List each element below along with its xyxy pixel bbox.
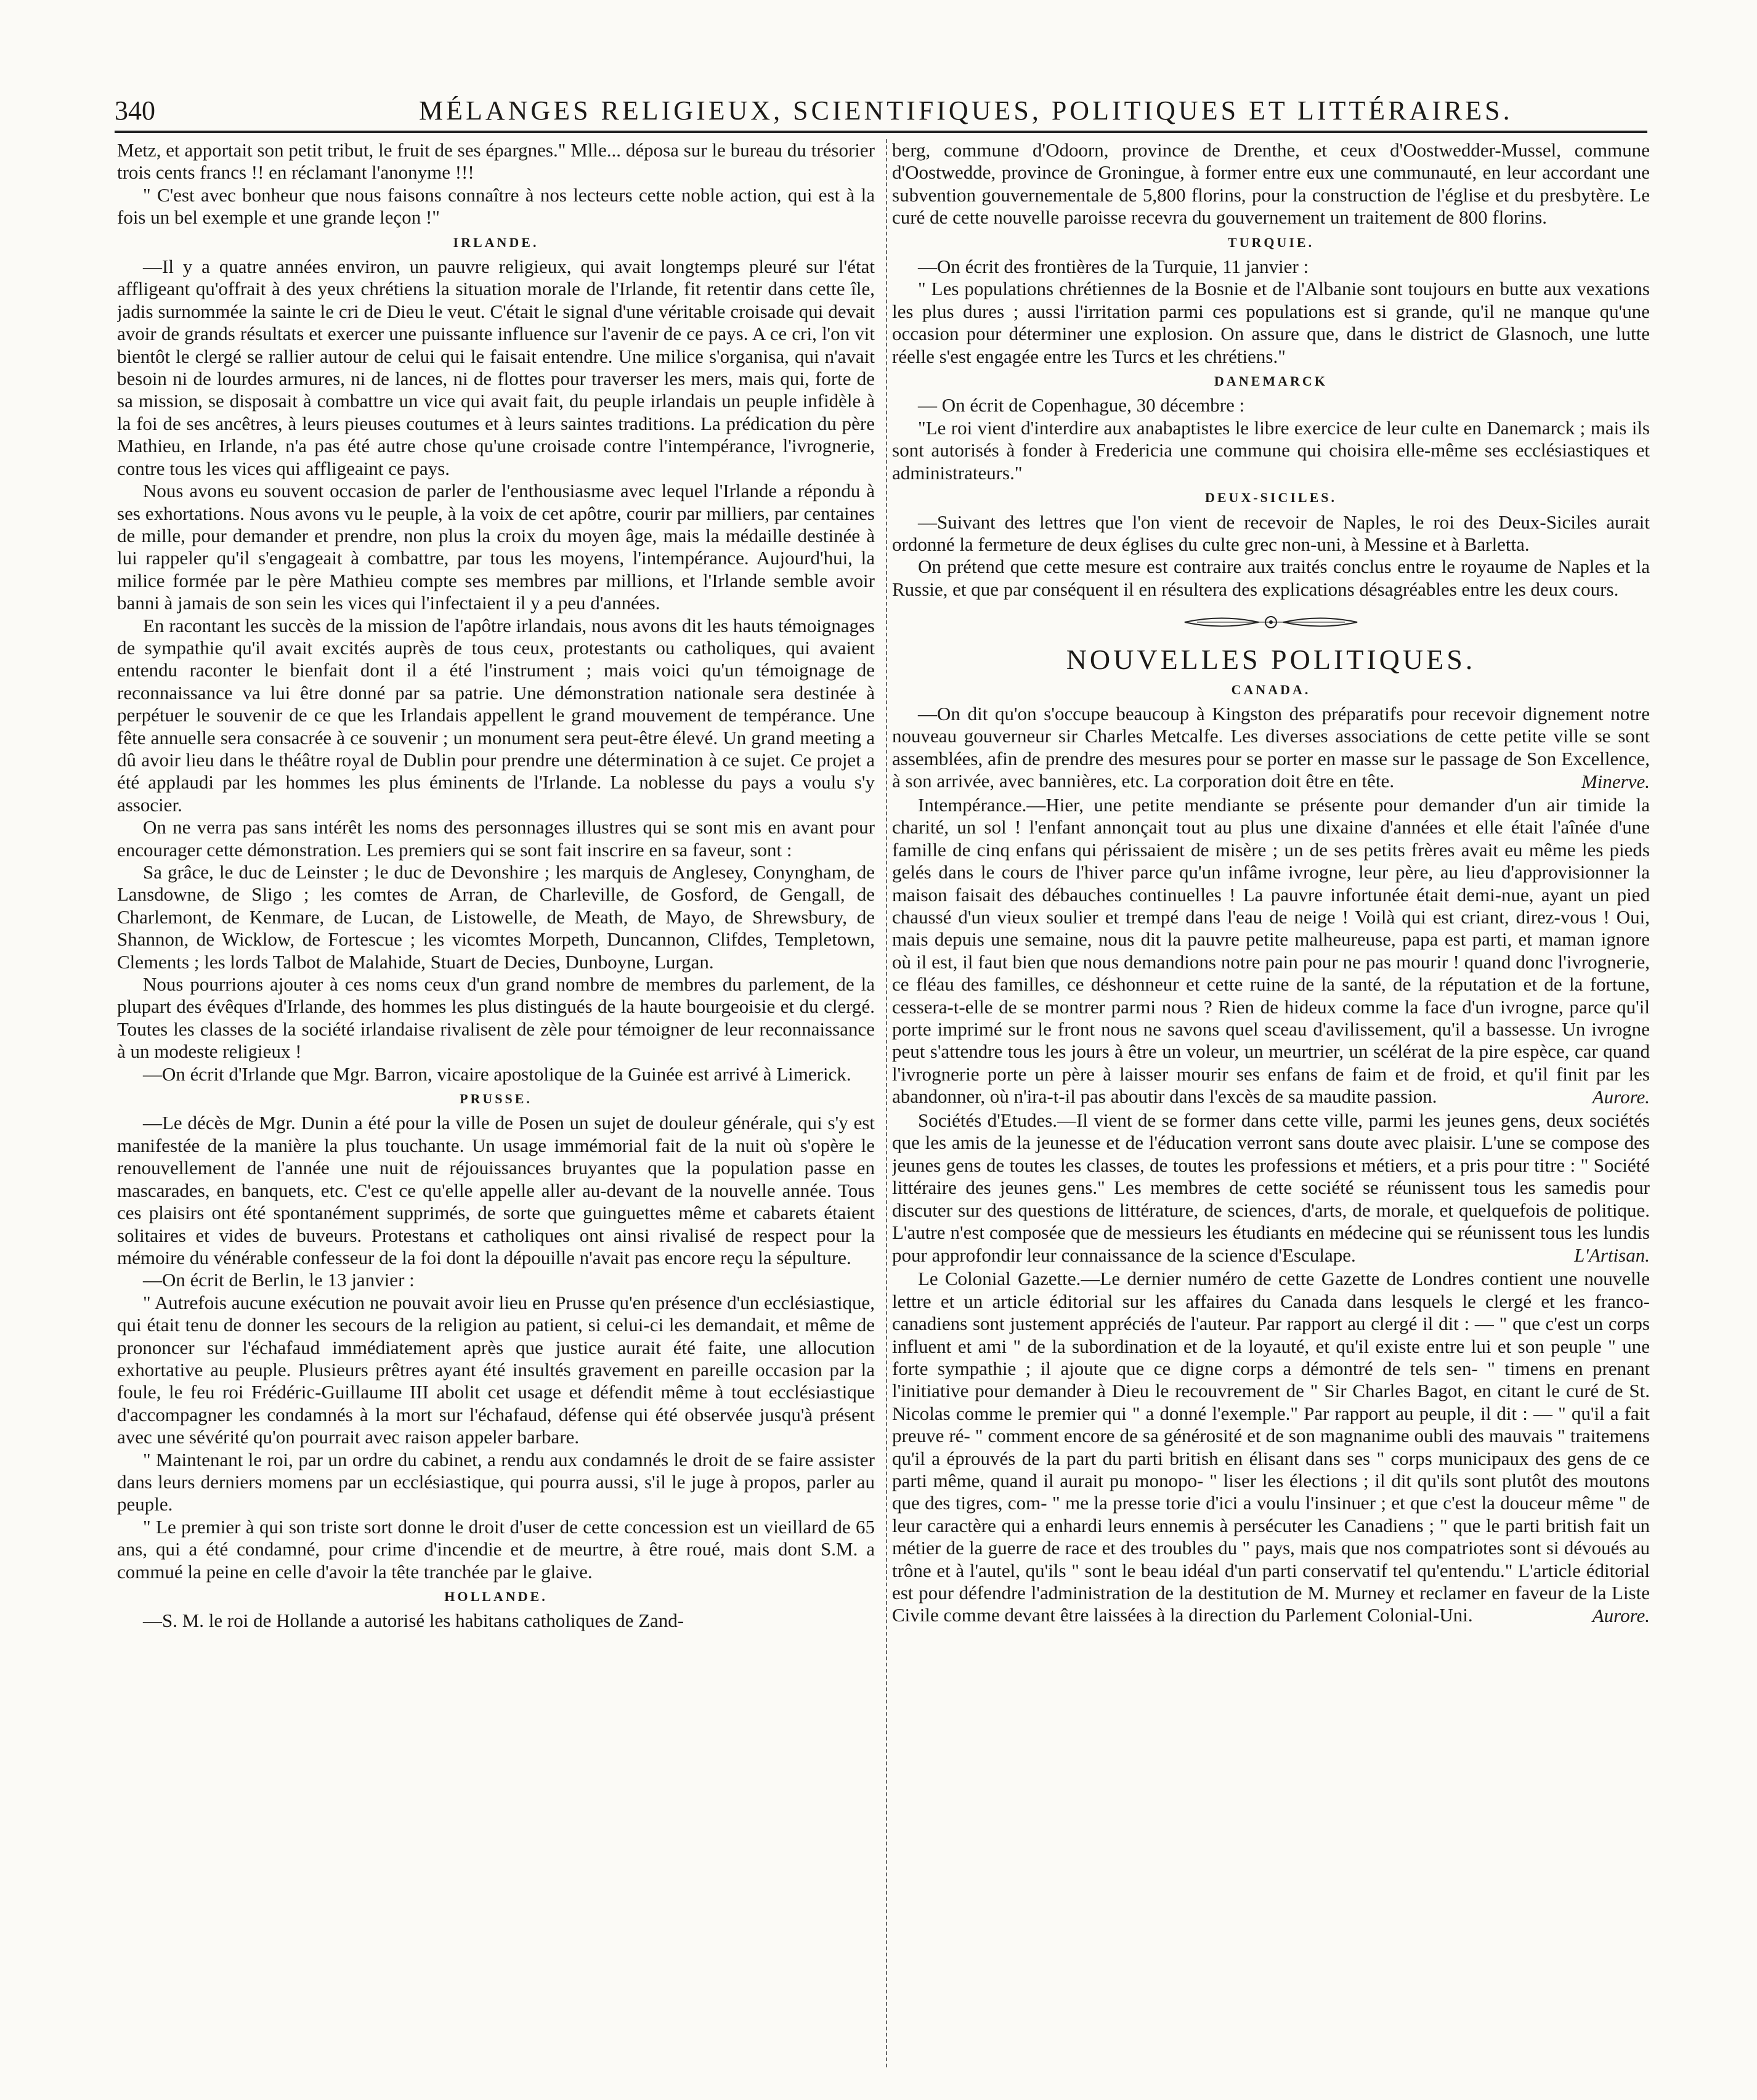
article-paragraph: " Maintenant le roi, par un ordre du cabinet, a rendu aux condamnés le droit de se faire assister dans leurs derniers momens par un ecclésiastique, qui pourra aussi, s'il le juge à propos, parler au peuple. (117, 1448, 875, 1515)
ornament-icon (1179, 613, 1363, 631)
section-heading-irlande: IRLANDE. (453, 234, 539, 250)
right-column (892, 139, 1650, 2080)
article-paragraph: —On écrit des frontières de la Turquie, 11 janvier : (918, 256, 1309, 278)
source-credit: Minerve. (1581, 770, 1650, 792)
section-heading-danemarck: DANEMARCK (1214, 373, 1328, 389)
article-paragraph: On prétend que cette mesure est contraire aux traités conclus entre le royaume de Naples et la Russie, et que par conséquent il en résultera des explications désagréables entre les deux cours. (892, 556, 1650, 600)
article-paragraph: Metz, et apportait son petit tribut, le fruit de ses épargnes." Mlle... déposa sur le bureau du trésorier trois cents francs !! en réclamant l'anonyme !!! (117, 139, 875, 184)
article-paragraph: —S. M. le roi de Hollande a autorisé les habitans catholiques de Zand- (143, 1610, 684, 1632)
article-paragraph: —On dit qu'on s'occupe beaucoup à Kingston des préparatifs pour recevoir dignement notre nouveau gouverneur sir Charles Metcalfe. Les diverses associations de cette petite ville se sont assemblées, afin de prendre des mesures pour se porter en masse sur le passage de Son Excellence, à son arrivée, avec bannières, etc. La corporation doit être en tête. (892, 702, 1650, 792)
source-credit: Aurore. (1592, 1604, 1650, 1626)
article-paragraph: " Les populations chrétiennes de la Bosnie et de l'Albanie sont toujours en butte aux vexations les plus dures ; aussi l'irritation parmi ces populations est si grande, qu'il ne manque qu'une occasion pour déterminer une explosion. On assure que, dans le district de Glasnoch, une lutte réelle s'est engagée entre les Turcs et les chrétiens." (892, 278, 1650, 367)
column-divider (886, 139, 887, 2067)
ornament-divider (892, 613, 1650, 636)
page-number: 340 (115, 95, 155, 126)
article-paragraph: —On écrit de Berlin, le 13 janvier : (143, 1269, 415, 1291)
header-rule (115, 131, 1647, 133)
running-title: MÉLANGES RELIGIEUX, SCIENTIFIQUES, POLITIQUES ET LITTÉRAIRES. (419, 95, 1513, 126)
article-paragraph: berg, commune d'Odoorn, province de Drenthe, et ceux d'Oostwedder-Mussel, commune d'Oostwedde, province de Groningue, à former entre eux une communauté, en leur accordant une subvention gouvernementale de 5,800 florins, pour la construction de l'église et du presbytère. Le curé de cette nouvelle paroisse recevra du gouvernement un traitement de 800 florins. (892, 139, 1650, 229)
article-paragraph: En racontant les succès de la mission de l'apôtre irlandais, nous avons dit les hauts témoignages de sympathie qu'il avait excités auprès de tous ceux, protestants ou catholiques, qui avaient entendu raconter le bienfait dont il a été l'instrument ; mais voici qu'un témoignage de reconnaissance va lui être donné par sa patrie. Une démonstration nationale sera destinée à perpétuer le souvenir de ce que les Irlandais appellent le grand mouvement de tempérance. Une fête annuelle sera consacrée à ce souvenir ; un monument sera peut-être élevé. Un grand meeting a dû avoir lieu dans le théâtre royal de Dublin pour prendre une détermination à ce sujet. Ce projet a été applaudi par les hommes les plus éminents de l'Irlande. La noblesse du pays a voulu s'y associer. (117, 614, 875, 816)
source-credit: Aurore. (1592, 1085, 1650, 1108)
article-paragraph: —Il y a quatre années environ, un pauvre religieux, qui avait longtemps pleuré sur l'état affligeant qu'offrait à des yeux chrétiens la situation morale de l'Irlande, fit retentir dans cette île, jadis surnommée la sainte le cri de Dieu le veut. C'était le signal d'une véritable croisade qui devait avoir de grands résultats et exercer une puissante influence sur l'avenir de ce pays. A ce cri, l'on vit bientôt le clergé se rallier autour de celui qui le faisait entendre. Une milice s'organisa, qui n'avait besoin ni de lourdes armures, ni de lances, ni de flottes pour traverser les mers, mais qui, forte de sa mission, se disposait à combattre un vice qui avait fait, du peuple irlandais un peuple infidèle à la foi de ses ancêtres, à leurs pieuses coutumes et à leurs saintes traditions. La prédication du père Mathieu, en Irlande, n'a pas été autre chose qu'une croisade contre l'intempérance, l'ivrognerie, contre tous les vices qui affligeaint ce pays. (117, 256, 875, 479)
article-paragraph: " C'est avec bonheur que nous faisons connaître à nos lecteurs cette noble action, qui est à la fois un bel exemple et une grande leçon !" (117, 184, 875, 229)
section-heading-prusse: PRUSSE. (460, 1091, 532, 1107)
article-paragraph: —On écrit d'Irlande que Mgr. Barron, vicaire apostolique de la Guinée est arrivé à Limerick. (143, 1063, 851, 1085)
section-heading-canada: CANADA. (1231, 681, 1311, 697)
article-paragraph: Le Colonial Gazette.—Le dernier numéro de cette Gazette de Londres contient une nouvelle lettre et un article éditorial sur les affaires du Canada dans lesquels le clergé et les franco-canadiens sont justement appréciés de l'auteur. Par rapport au clergé il dit : — " que c'est un corps influent et ami " de la subordination et de la loyauté, et qu'il existe entre lui et son peuple " une forte sympathie ; il ajoute que ce digne corps a démontré de tels sen- " timens en prenant l'initiative pour demander à Dieu le recouvrement de " Sir Charles Bagot, en citant le curé de St. Nicolas comme le premier qui " a donné l'exemple." Par rapport au peuple, il dit : — " qu'il a fait preuve ré- " comment encore de sa générosité et de son magnanime oubli des mauvais " traitemens qu'il a éprouvés de la part du parti british en élisant dans ses " corps municipaux des gens de ce parti même, quand il aurait pu monopo- " liser les élections ; il dit qu'ils sont plutôt des moutons que des tigres, com- " me la presse torie d'ici a voulu l'insinuer ; et que c'est la douceur même " de leur caractère qui a enhardi leurs ennemis à persécuter les Canadiens ; " que le parti british fait un métier de la guerre de race et des troubles du " pays, mais que nos compatriotes sont si dévoués au trône et à l'autel, qu'ils " sont le beau idéal d'un parti conservatif tel qu'entendu." L'article éditorial est pour défendre l'administration de la destitution de M. Murney et reclamer en faveur de la Liste Civile comme devant être laissées à la direction du Parlement Colonial-Uni. (892, 1268, 1650, 1626)
section-heading-turquie: TURQUIE. (1227, 234, 1315, 250)
article-paragraph: On ne verra pas sans intérêt les noms des personnages illustres qui se sont mis en avant pour encourager cette démonstration. Les premiers qui se sont fait inscrire en sa faveur, sont : (117, 816, 875, 861)
source-credit: L'Artisan. (1574, 1244, 1650, 1266)
article-paragraph: "Le roi vient d'interdire aux anabaptistes le libre exercice de leur culte en Danemarck ; mais ils sont autorisés à fonder à Fredericia une commune qui choisira elle-même ses ecclésiastiques et administrateurs." (892, 416, 1650, 484)
section-title-nouvelles-politiques: NOUVELLES POLITIQUES. (1066, 643, 1476, 675)
article-paragraph: Nous avons eu souvent occasion de parler de l'enthousiasme avec lequel l'Irlande a répondu à ses exhortations. Nous avons vu le peuple, à la voix de cet apôtre, courir par milliers, par centaines de mille, pour demander et prendre, non plus la croix du moyen âge, mais la médaille destinée à lui rappeler qu'il s'engageait à combattre, par tous les moyens, l'intempérance. Aujourd'hui, la milice formée par le père Mathieu compte ses membres par millions, et l'Irlande semble avoir banni à jamais de son sein les vices qui l'infectaient il y a peu d'années. (117, 480, 875, 614)
article-paragraph: Sa grâce, le duc de Leinster ; le duc de Devonshire ; les marquis de Anglesey, Conyngham, de Lansdowne, de Sligo ; les comtes de Arran, de Charleville, de Gosford, de Gengall, de Charlemont, de Kenmare, de Lucan, de Listowelle, de Meath, de Mayo, de Shrewsbury, de Shannon, de Wicklow, de Fortescue ; les vicomtes Morpeth, Duncannon, Clifdes, Templetown, Clements ; les lords Talbot de Malahide, Stuart de Decies, Dunboyne, Lurgan. (117, 861, 875, 973)
article-paragraph: Sociétés d'Etudes.—Il vient de se former dans cette ville, parmi les jeunes gens, deux sociétés que les amis de la jeunesse et de l'éducation verront sans doute avec plaisir. L'une se compose des jeunes gens de toutes les classes, de toutes les professions et métiers, et a pris pour titre : " Société littéraire des jeunes gens." Les membres de cette société se réunissent tous les samedis pour discuter sur des questions de littérature, de sciences, d'arts, de morale, et quelquefois de politique. L'autre n'est composée que de messieurs les étudiants en médecine qui se réunissent tous les lundis pour approfondir leur connaissance de la science d'Esculape. (892, 1109, 1650, 1266)
article-paragraph: — On écrit de Copenhague, 30 décembre : (918, 394, 1245, 416)
section-heading-deux-siciles: DEUX-SICILES. (1205, 490, 1337, 506)
article-paragraph: Nous pourrions ajouter à ces noms ceux d'un grand nombre de membres du parlement, de la plupart des évêques d'Irlande, des hommes les plus distingués de la haute bourgeoisie et du clergé. Toutes les classes de la société irlandaise rivalisent de zèle pour témoigner de leur reconnaissance à un modeste religieux ! (117, 973, 875, 1063)
article-paragraph: Intempérance.—Hier, une petite mendiante se présente pour demander d'un air timide la charité, un sol ! l'enfant annonçait tout au plus une dixaine d'années et elle était l'aînée d'une famille de cinq enfans qui périssaient de misère ; un de ses petits frères avait eu même les pieds gelés dans le cours de l'hiver parce qu'un infâme ivrogne, leur père, au lieu d'approvisionner la maison faisait des débauches continuelles ! La pauvre infortunée était demi-nue, ayant un pied chaussé d'un vieux soulier et trempé dans l'eau de neige ! Voilà qui est criant, direz-vous ! Oui, mais depuis une semaine, nous dit la pauvre petite malheureuse, papa est parti, et maman ignore où il est, il faut bien que nous demandions notre pain pour ne pas mourir ! quand donc l'ivrognerie, ce fléau des familles, ce déshonneur et cette ruine de la santé, de la réputation et de la fortune, cessera-t-elle de se montrer parmi nous ? Rien de hideux comme la face d'un ivrogne, parce qu'il porte imprimé sur le front nous ne savons quel sceau d'avilissement, qu'il a bassesse. Un ivrogne peut s'attendre tous les jours à être un voleur, un meurtrier, un scélérat de la pire espèce, car quand l'ivrognerie porte un père à laisser mourir ses enfans de faim et de froid, et qu'il finit par les abandonner, où n'ira-t-il pas aboutir dans l'excès de sa maudite passion. (892, 793, 1650, 1108)
section-heading-hollande: HOLLANDE. (444, 1589, 548, 1604)
left-column (117, 139, 875, 2080)
article-paragraph: " Autrefois aucune exécution ne pouvait avoir lieu en Prusse qu'en présence d'un ecclésiastique, qui était tenu de donner les secours de la religion au patient, si celui-ci les demandait, et même de prononcer sur l'échafaud immédiatement après que justice aurait été faite, une allocution exhortative au peuple. Plusieurs prêtres ayant été insultés gravement en pareille occasion par la foule, le feu roi Frédéric-Guillaume III abolit cet usage et défendit même à tout ecclésiastique d'accompagner les condamnés à la mort sur l'échafaud, défense qui été observée jusqu'à présent avec une sévérité qu'on pourrait avec raison appeler barbare. (117, 1291, 875, 1448)
article-paragraph: —Suivant des lettres que l'on vient de recevoir de Naples, le roi des Deux-Siciles aurait ordonné la fermeture de deux églises du culte grec non-uni, à Messine et à Barletta. (892, 511, 1650, 555)
article-paragraph: —Le décès de Mgr. Dunin a été pour la ville de Posen un sujet de douleur générale, qui s'y est manifestée de la manière la plus touchante. Un usage immémorial fait de la nuit où s'opère le renouvellement de l'année une nuit de réjouissances bruyantes que la population passe en mascarades, en banquets, etc. C'est ce qu'elle appelle aller au-devant de la nouvelle année. Tous ces plaisirs ont été spontanément supprimés, de sorte que guinguettes même et cabarets étaient solitaires et vides de buveurs. Protestans et catholiques ont ainsi rivalisé de respect pour la mémoire du vénérable confesseur de la foi dont la dépouille n'avait pas encore reçu la sépulture. (117, 1112, 875, 1268)
article-paragraph: " Le premier à qui son triste sort donne le droit d'user de cette concession est un vieillard de 65 ans, qui a été condamné, pour crime d'incendie et de meurtre, à être roué, mais dont S.M. a commué la peine en celle d'avoir la tête tranchée par le glaive. (117, 1515, 875, 1583)
